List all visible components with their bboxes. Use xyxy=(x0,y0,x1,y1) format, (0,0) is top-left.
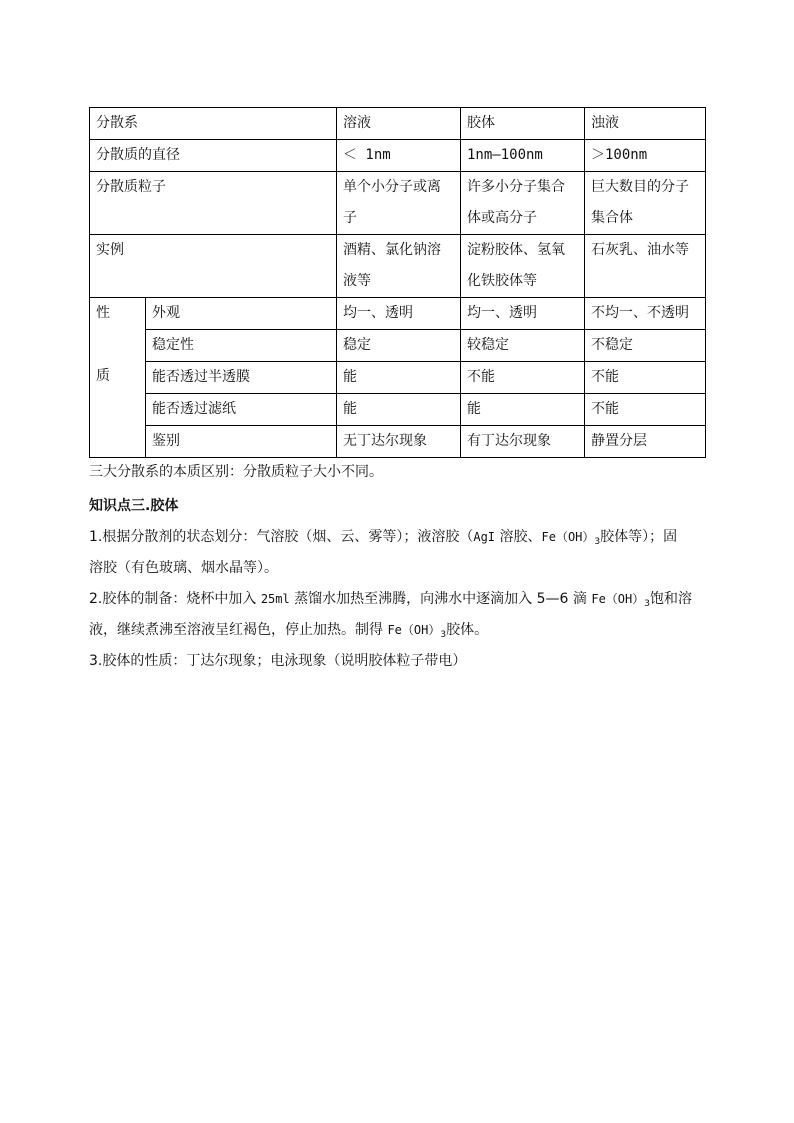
table-cell: 不能 xyxy=(461,362,585,394)
header-cell: 分散系 xyxy=(90,108,337,140)
table-cell: 许多小分子集合体或高分子 xyxy=(461,172,585,235)
section-heading: 知识点三.胶体 xyxy=(89,498,179,514)
property-group-char: 性 xyxy=(96,305,110,321)
table-cell: 淀粉胶体、氢氧化铁胶体等 xyxy=(461,235,585,298)
table-cell: 巨大数目的分子集合体 xyxy=(585,172,706,235)
table-row xyxy=(90,362,706,394)
paragraph-classification-cont: 溶胶（有色玻璃、烟水晶等）。 xyxy=(89,560,278,576)
dispersion-comparison-table xyxy=(89,107,706,458)
table-row xyxy=(90,140,706,172)
table-cell: 不能 xyxy=(585,362,706,394)
table-row xyxy=(90,394,706,426)
row-label: 实例 xyxy=(90,235,337,298)
row-label: 分散质粒子 xyxy=(90,172,337,235)
table-cell: 不均一、不透明 xyxy=(585,298,706,330)
table-cell: 稳定 xyxy=(337,330,461,362)
row-label: 分散质的直径 xyxy=(90,140,337,172)
property-group-label xyxy=(90,298,146,458)
table-cell: 1nm—100nm xyxy=(461,140,585,172)
paragraph-preparation-cont: 液，继续煮沸至溶液呈红褐色，停止加热。制得 $Fe(OH)_3$胶体。 xyxy=(89,622,489,640)
table-cell: ＞100nm xyxy=(585,140,706,172)
table-row xyxy=(90,235,706,298)
table-cell: 均一、透明 xyxy=(461,298,585,330)
property-label: 能否透过滤纸 xyxy=(146,394,337,426)
table-cell: 有丁达尔现象 xyxy=(461,426,585,458)
table-cell: 能 xyxy=(337,362,461,394)
property-group-char: 质 xyxy=(96,368,110,384)
table-row xyxy=(90,298,706,330)
paragraph-properties: 3.胶体的性质：丁达尔现象；电泳现象（说明胶体粒子带电） xyxy=(89,653,467,669)
header-cell: 胶体 xyxy=(461,108,585,140)
table-row xyxy=(90,426,706,458)
table-header-row xyxy=(90,108,706,140)
table-cell: 不能 xyxy=(585,394,706,426)
paragraph-classification: 1.根据分散剂的状态划分：气溶胶（烟、云、雾等）；液溶胶（AgI 溶胶、$Fe(OH)_3$胶体等）；固 xyxy=(89,529,678,547)
table-cell: 均一、透明 xyxy=(337,298,461,330)
table-cell: 不稳定 xyxy=(585,330,706,362)
table-cell: 酒精、氯化钠溶液等 xyxy=(337,235,461,298)
property-label: 能否透过半透膜 xyxy=(146,362,337,394)
table-cell: 单个小分子或离子 xyxy=(337,172,461,235)
header-cell: 浊液 xyxy=(585,108,706,140)
summary-text: 三大分散系的本质区别：分散质粒子大小不同。 xyxy=(89,464,383,480)
property-label: 鉴别 xyxy=(146,426,337,458)
table-cell: 能 xyxy=(461,394,585,426)
table-cell: 能 xyxy=(337,394,461,426)
paragraph-preparation: 2.胶体的制备：烧杯中加入 25ml 蒸馏水加热至沸腾，向沸水中逐滴加入 5—6 滴 $Fe(OH)_3$饱和溶 xyxy=(89,591,692,609)
table-cell: ＜ 1nm xyxy=(337,140,461,172)
table-cell: 无丁达尔现象 xyxy=(337,426,461,458)
table-cell: 石灰乳、油水等 xyxy=(585,235,706,298)
property-label: 稳定性 xyxy=(146,330,337,362)
table-cell: 较稳定 xyxy=(461,330,585,362)
table-row xyxy=(90,172,706,235)
table-row xyxy=(90,330,706,362)
header-cell: 溶液 xyxy=(337,108,461,140)
property-label: 外观 xyxy=(146,298,337,330)
table-cell: 静置分层 xyxy=(585,426,706,458)
